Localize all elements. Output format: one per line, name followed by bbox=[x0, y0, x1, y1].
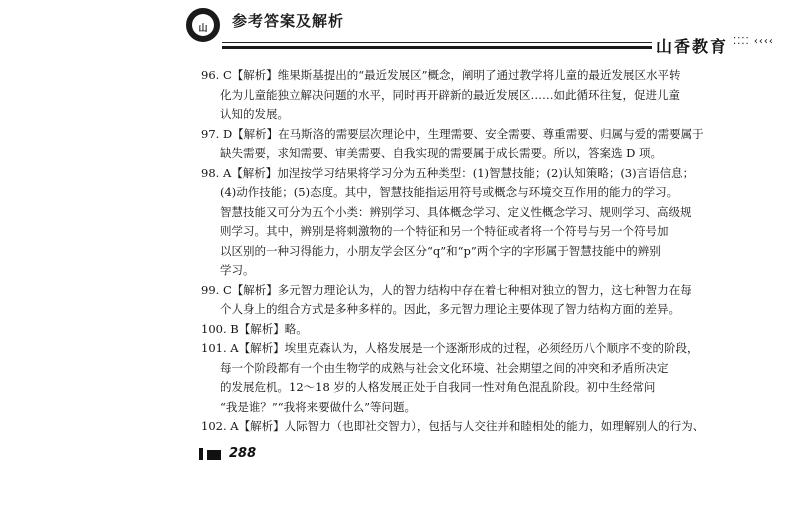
answer-line: 99. C【解析】多元智力理论认为，人的智力结构中存在着七种相对独立的智力，这七种智力在每 bbox=[201, 282, 692, 297]
answer-line: 化为儿童能独立解决问题的水平，同时再开辟新的最近发展区……如此循环往复，促进儿童 bbox=[220, 87, 680, 102]
answer-item-101 bbox=[201, 339, 771, 417]
answer-line: 则学习。其中，辨别是将刺激物的一个特征和另一个特征或者将一个符号与另一个符号加 bbox=[220, 224, 669, 238]
answer-list bbox=[201, 66, 771, 437]
brand-name: 山香教育 bbox=[656, 37, 729, 56]
answer-item-96 bbox=[201, 66, 771, 125]
answer-line: 以区别的一种习得能力，小朋友学会区分“q”和“p”两个字的字形属于智慧技能中的辨别 bbox=[220, 243, 661, 258]
answer-item-99 bbox=[201, 281, 771, 320]
section-title: 参考答案及解析 bbox=[232, 12, 345, 30]
answer-line: “我是谁？”“我将来要做什么”等问题。 bbox=[220, 399, 417, 414]
answer-line: 101. A【解析】埃里克森认为，人格发展是一个逐渐形成的过程，必须经历八个顺序不变的阶段， bbox=[201, 341, 699, 355]
answer-line: 学习。 bbox=[220, 263, 255, 277]
answer-line: 98. A【解析】加涅按学习结果将学习分为五种类型：(1)智慧技能；(2)认知策略；(3)言语信息； bbox=[201, 165, 695, 180]
answer-line: 的发展危机。12～18 岁的人格发展正处于自我同一性对角色混乱阶段。初中生经常问 bbox=[220, 380, 656, 394]
answer-line: 认知的发展。 bbox=[220, 107, 289, 121]
answer-item-97 bbox=[201, 125, 771, 164]
answer-line: 缺失需要，求知需要、审美需要、自我实现的需要属于成长需要。所以，答案选 D 项。 bbox=[220, 146, 663, 160]
answer-item-102 bbox=[201, 417, 771, 437]
publisher-logo-icon bbox=[186, 8, 220, 42]
brand-ornament: ⁚⁚⁚⁚ ‹‹‹‹ bbox=[733, 36, 774, 47]
header-rule-thin bbox=[222, 42, 652, 43]
logo-inner-icon bbox=[192, 14, 214, 36]
answer-line: 96. C【解析】维果斯基提出的“最近发展区”概念，阐明了通过教学将儿童的最近发展区水平转 bbox=[201, 68, 681, 82]
answer-line: 102. A【解析】人际智力（也即社交智力），包括与人交往并和睦相处的能力，如理解别人的行为、 bbox=[201, 419, 705, 433]
answer-line: 100. B【解析】略。 bbox=[201, 321, 308, 336]
page-header bbox=[0, 0, 800, 60]
logo-mark-icon: 山 bbox=[198, 24, 208, 34]
answer-line: 个人身上的组合方式是多种多样的。因此，多元智力理论主要体现了智力结构方面的差异。 bbox=[220, 302, 680, 316]
answer-line: 智慧技能又可分为五个小类：辨别学习、具体概念学习、定义性概念学习、规则学习、高级规 bbox=[220, 204, 692, 219]
answer-item-98 bbox=[201, 164, 771, 281]
answer-line: (4)动作技能；(5)态度。其中，智慧技能指运用符号或概念与环境交互作用的能力的学习。 bbox=[220, 185, 679, 199]
footer-block-icon bbox=[207, 450, 221, 460]
answer-line: 每一个阶段都有一个由生物学的成熟与社会文化环境、社会期望之间的冲突和矛盾所决定 bbox=[220, 360, 669, 375]
answer-item-100 bbox=[201, 320, 771, 340]
header-rule-thick bbox=[222, 46, 652, 49]
page-number: 288 bbox=[229, 446, 257, 461]
footer-mark-icon bbox=[199, 448, 203, 460]
answer-line: 97. D【解析】在马斯洛的需要层次理论中，生理需要、安全需要、尊重需要、归属与爱的需要属于 bbox=[201, 126, 704, 141]
